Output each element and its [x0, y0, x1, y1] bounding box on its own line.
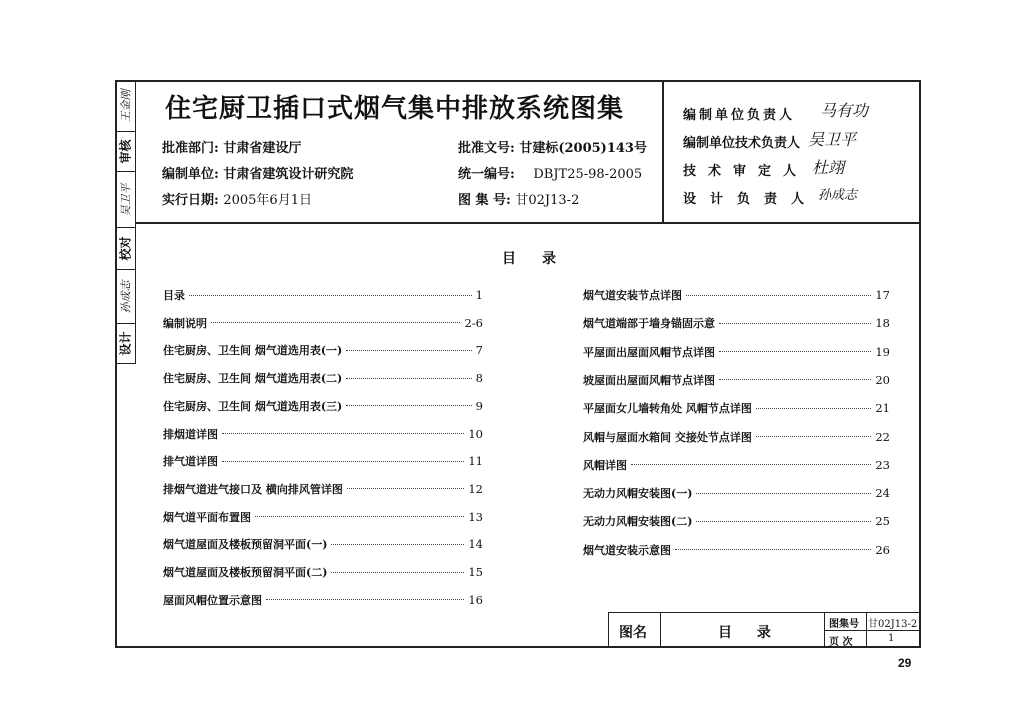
toc-item-page: 19 — [875, 344, 890, 359]
toc-leader-dots — [266, 599, 464, 600]
toc-leader-dots — [756, 436, 872, 437]
toc-leader-dots — [686, 295, 871, 296]
toc-item — [583, 485, 890, 501]
toc-item-label: 风帽详图 — [583, 458, 627, 472]
title-block-line — [660, 612, 661, 648]
toc-item-label: 住宅厨房、卫生间 烟气道选用表(二) — [163, 372, 343, 386]
resp-row-2: 编制单位技术负责人 — [683, 136, 801, 151]
toc-item — [583, 344, 890, 360]
toc-item — [163, 453, 483, 469]
toc-leader-dots — [346, 378, 471, 379]
toc-item-page: 10 — [468, 426, 483, 441]
toc-item-label: 排气道详图 — [163, 455, 218, 469]
drawing-name: 目 录 — [718, 625, 781, 641]
toc-item — [163, 564, 483, 580]
side-label-check: 校对 — [115, 228, 135, 270]
toc-item-label: 坡屋面出屋面风帽节点详图 — [583, 373, 715, 387]
toc-item-label: 编制说明 — [163, 316, 207, 330]
signature-1: 马有功 — [820, 101, 869, 120]
resp-row-4: 设计负责人 — [683, 192, 819, 207]
toc-item — [583, 372, 890, 388]
side-signature-strip — [115, 80, 136, 364]
toc-item — [583, 315, 890, 331]
page-value: 1 — [888, 633, 895, 644]
toc-leader-dots — [719, 351, 871, 352]
toc-item-label: 住宅厨房、卫生间 烟气道选用表(一) — [163, 344, 343, 358]
side-sig-check: 吴卫平 — [115, 172, 135, 228]
page-title: 住宅厨卫插口式烟气集中排放系统图集 — [165, 94, 625, 124]
page-label: 页 次 — [829, 637, 853, 648]
toc-item-page: 11 — [468, 454, 483, 469]
toc-item-page: 13 — [468, 509, 483, 524]
resp-row-3: 技术审定人 — [683, 164, 809, 179]
signature-2: 吴卫平 — [808, 130, 857, 149]
approval-doc: 批准文号: 甘建标(2005)143号 — [458, 141, 647, 156]
toc-item-page: 8 — [475, 371, 483, 386]
toc-item-page: 1 — [475, 288, 483, 302]
toc-item-label: 排烟道详图 — [163, 427, 218, 441]
toc-item-label: 烟气道端部于墙身锚固示意 — [583, 317, 715, 331]
toc-item-label: 住宅厨房、卫生间 烟气道选用表(三) — [163, 399, 343, 413]
toc-item-page: 23 — [875, 457, 890, 472]
edit-unit: 编制单位: 甘肃省建筑设计研究院 — [162, 167, 354, 182]
drawing-name-label: 图名 — [619, 625, 647, 641]
toc-item-page: 22 — [875, 429, 890, 444]
toc-item-label: 烟气道屋面及楼板预留洞平面(二) — [163, 566, 328, 579]
toc-item — [163, 342, 483, 358]
toc-leader-dots — [222, 433, 464, 434]
side-sig-audit: 王金刚 — [115, 80, 135, 132]
toc-leader-dots — [696, 493, 871, 494]
toc-item — [163, 287, 483, 303]
toc-leader-dots — [756, 408, 872, 409]
toc-leader-dots — [696, 521, 871, 522]
toc-item — [163, 481, 483, 497]
toc-item-page: 17 — [875, 288, 890, 302]
toc-item — [163, 398, 483, 414]
toc-item-label: 平屋面女儿墙转角处 风帽节点详图 — [583, 402, 752, 416]
toc-item-page: 2-6 — [464, 315, 483, 330]
toc-item-page: 24 — [875, 486, 890, 501]
toc-leader-dots — [631, 464, 871, 465]
approval-dept: 批准部门: 甘肃省建设厅 — [162, 141, 302, 156]
toc-item-page: 21 — [875, 401, 890, 416]
toc-item — [583, 513, 890, 529]
header-vertical-divider — [662, 80, 664, 222]
toc-item-page: 20 — [875, 372, 890, 387]
side-label-audit: 审核 — [115, 132, 135, 172]
toc-leader-dots — [346, 350, 471, 351]
unified-no: 统一编号: DBJT25-98-2005 — [458, 167, 643, 182]
toc-leader-dots — [347, 488, 465, 489]
toc-item — [583, 457, 890, 473]
atlas-no-label: 图集号 — [829, 619, 859, 630]
toc-item-label: 风帽与屋面水箱间 交接处节点详图 — [583, 430, 752, 444]
toc-item — [163, 315, 483, 331]
toc-item-page: 12 — [468, 481, 483, 496]
resp-row-1: 编制单位负责人 — [683, 108, 796, 123]
header-divider-line — [135, 222, 921, 224]
impl-date: 实行日期: 2005年6月1日 — [162, 193, 312, 208]
toc-item — [583, 542, 890, 558]
toc-item-page: 7 — [475, 343, 483, 358]
toc-leader-dots — [719, 323, 871, 324]
toc-item — [163, 536, 483, 552]
toc-item-page: 9 — [475, 398, 483, 413]
toc-item-label: 平屋面出屋面风帽节点详图 — [583, 345, 715, 359]
toc-item — [163, 509, 483, 525]
toc-leader-dots — [331, 572, 464, 573]
title-block-mid-line — [824, 630, 921, 631]
toc-item-label: 烟气道安装示意图 — [583, 543, 671, 557]
side-sig-design: 孙成志 — [115, 270, 135, 324]
toc-item-label: 目录 — [163, 289, 185, 302]
toc-leader-dots — [255, 516, 464, 517]
toc-item — [583, 429, 890, 445]
toc-item-label: 排烟气道进气接口及 横向排风管详图 — [163, 482, 343, 496]
toc-leader-dots — [222, 461, 464, 462]
toc-leader-dots — [331, 544, 464, 545]
toc-item-page: 16 — [468, 592, 483, 607]
toc-item-label: 屋面风帽位置示意图 — [163, 593, 262, 607]
atlas-no: 图 集 号: 甘02J13-2 — [458, 193, 580, 208]
toc-title: 目录 — [502, 251, 582, 267]
toc-item-label: 烟气道安装节点详图 — [583, 289, 682, 302]
toc-item-page: 14 — [468, 537, 483, 552]
toc-item-label: 无动力风帽安装图(二) — [583, 515, 693, 529]
page-number: 29 — [898, 656, 912, 670]
toc-item-page: 25 — [875, 514, 890, 529]
toc-item-label: 烟气道屋面及楼板预留洞平面(一) — [163, 538, 328, 552]
title-block-top-line — [608, 612, 921, 613]
toc-leader-dots — [211, 322, 460, 323]
signature-4: 孙成志 — [818, 188, 858, 203]
toc-item-page: 18 — [875, 316, 890, 331]
toc-leader-dots — [189, 295, 472, 296]
toc-item-label: 无动力风帽安装图(一) — [583, 487, 693, 501]
toc-item — [163, 426, 483, 442]
toc-item — [583, 400, 890, 416]
side-label-design: 设计 — [115, 324, 135, 364]
title-block-line — [608, 612, 609, 648]
toc-leader-dots — [346, 405, 471, 406]
signature-3: 杜翊 — [812, 158, 845, 177]
toc-leader-dots — [675, 549, 871, 550]
toc-item — [163, 592, 483, 608]
toc-item-page: 15 — [468, 565, 483, 579]
toc-item — [163, 370, 483, 386]
toc-item-label: 烟气道平面布置图 — [163, 510, 251, 524]
toc-item-page: 26 — [875, 542, 890, 557]
toc-item — [583, 287, 890, 303]
atlas-no-value: 甘02J13-2 — [868, 619, 918, 630]
toc-leader-dots — [719, 379, 871, 380]
